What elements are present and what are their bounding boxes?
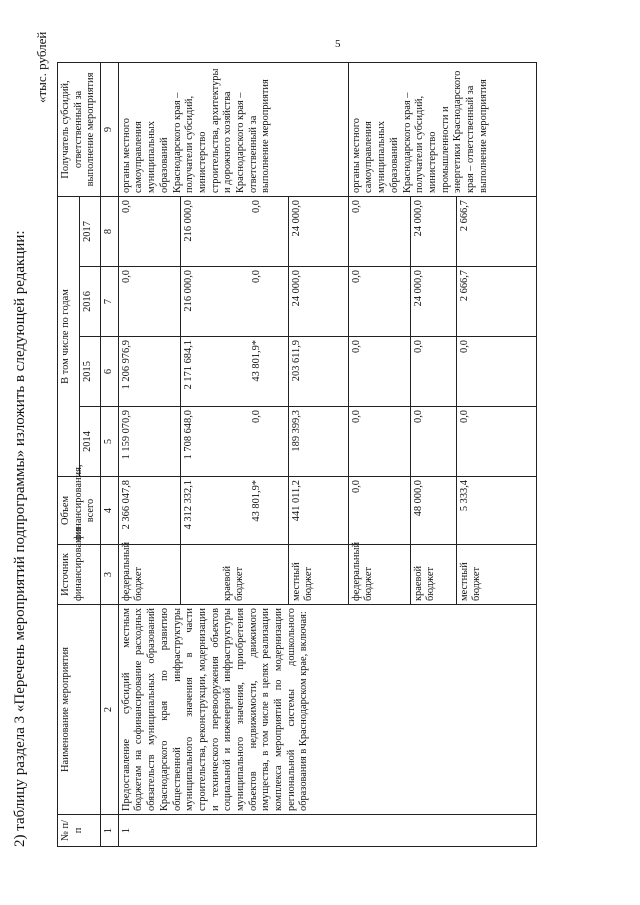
recipient-line: министерство строительства, архитектуры и дорожного хозяйства Краснодарского края – ответственный за выполнение мероприятия xyxy=(196,68,272,193)
colnum: 7 xyxy=(101,267,119,337)
value-addendum: 43 801,9* xyxy=(251,340,263,382)
y2015-cell: 0,0 xyxy=(410,337,456,407)
y2017-cell: 0,0 xyxy=(118,197,180,267)
colnum: 8 xyxy=(101,197,119,267)
recipient-line: министерство промышленности и энергетики Краснодарского края – ответственный за выполнение мероприятия xyxy=(426,70,489,193)
y2015-cell xyxy=(180,337,288,407)
y2014-cell: 189 399,3 xyxy=(288,407,348,477)
total-cell: 48 000,0 xyxy=(410,477,456,545)
intro-text: 2) таблицу раздела 3 «Перечень мероприятий подпрограммы» изложить в следующей редакции: xyxy=(12,230,28,847)
measures-table xyxy=(57,62,537,847)
y2015-cell: 1 206 976,9 xyxy=(118,337,180,407)
total-cell: 5 333,4 xyxy=(456,477,536,545)
measure-name: Предоставление субсидий местным бюджетам на софинансирование расходных обязательств муниципальных образований Краснодарского края по развитию общественной инфраструктуры муниципального значения в части строительства, реконструкции, модернизации и технического перевооружения объектов социальной и инженерной инфраструктуры муниципального значения, приобретения объектов недвижимости, движимого имущества, в том числе в целях реализации комплекса мероприятий по модернизации региональной системы дошкольного образования в Краснодарском крае, включая: xyxy=(118,605,536,815)
colnum: 6 xyxy=(101,337,119,407)
header-row xyxy=(58,63,80,847)
value: 1 708 648,0 xyxy=(182,410,194,460)
source-cell: краевой бюджет xyxy=(410,545,456,605)
value-addendum: 0,0 xyxy=(251,270,263,283)
value: 2 171 684,1 xyxy=(182,340,194,390)
header-2016: 2016 xyxy=(79,267,101,337)
colnum: 9 xyxy=(101,63,119,197)
row-number: 1 xyxy=(118,815,536,847)
recipient-cell xyxy=(348,63,536,197)
total-cell: 2 366 047,8 xyxy=(118,477,180,545)
value-addendum: 0,0 xyxy=(251,200,263,213)
colnum: 3 xyxy=(101,545,119,605)
y2014-cell xyxy=(180,407,288,477)
total-cell: 441 011,2 xyxy=(288,477,348,545)
source-cell: местный бюджет xyxy=(288,545,348,605)
table-row xyxy=(118,63,180,847)
header-2015: 2015 xyxy=(79,337,101,407)
y2014-cell: 0,0 xyxy=(456,407,536,477)
value-addendum: 43 801,9* xyxy=(251,480,263,522)
y2015-cell: 0,0 xyxy=(456,337,536,407)
y2017-cell: 2 666,7 xyxy=(456,197,536,267)
header-volume: Объем финансирования, всего xyxy=(58,477,101,545)
y2015-cell: 0,0 xyxy=(348,337,410,407)
header-source: Источник финансирования xyxy=(58,545,101,605)
header-recipient: Получатель субсидий, ответственный за выполнение мероприятия xyxy=(58,63,101,197)
source-cell: федеральный бюджет xyxy=(348,545,410,605)
source-cell: федеральный бюджет xyxy=(118,545,180,605)
value: 216 000,0 xyxy=(182,270,194,312)
colnum: 2 xyxy=(101,605,119,815)
y2016-cell: 2 666,7 xyxy=(456,267,536,337)
header-name: Наименование мероприятия xyxy=(58,605,101,815)
colnum: 4 xyxy=(101,477,119,545)
value: 216 000,0 xyxy=(182,200,194,242)
total-cell xyxy=(180,477,288,545)
recipient-line: органы местного самоуправления муниципальных образований Краснодарского края – получатели субсидий, xyxy=(120,92,196,193)
y2014-cell: 1 159 070,9 xyxy=(118,407,180,477)
header-no: № п/п xyxy=(58,815,101,847)
y2016-cell: 24 000,0 xyxy=(410,267,456,337)
source-cell: краевой бюджет xyxy=(180,545,288,605)
y2017-cell: 24 000,0 xyxy=(410,197,456,267)
colnum: 1 xyxy=(101,815,119,847)
column-number-row xyxy=(101,63,119,847)
y2017-cell xyxy=(180,197,288,267)
y2017-cell: 24 000,0 xyxy=(288,197,348,267)
header-by-years: В том числе по годам xyxy=(58,197,80,477)
y2014-cell: 0,0 xyxy=(348,407,410,477)
y2016-cell: 24 000,0 xyxy=(288,267,348,337)
page-number: 5 xyxy=(335,38,341,50)
colnum: 5 xyxy=(101,407,119,477)
recipient-cell xyxy=(118,63,348,197)
units-label: «тыс. рублей xyxy=(34,31,49,103)
value: 4 312 332,1 xyxy=(182,480,194,530)
y2017-cell: 0,0 xyxy=(348,197,410,267)
y2016-cell: 0,0 xyxy=(348,267,410,337)
header-2014: 2014 xyxy=(79,407,101,477)
y2016-cell xyxy=(180,267,288,337)
header-2017: 2017 xyxy=(79,197,101,267)
source-cell: местный бюджет xyxy=(456,545,536,605)
total-cell: 0,0 xyxy=(348,477,410,545)
recipient-line: органы местного самоуправления муниципальных образований Краснодарского края – получатели субсидий, xyxy=(350,92,426,193)
y2016-cell: 0,0 xyxy=(118,267,180,337)
value-addendum: 0,0 xyxy=(251,410,263,423)
y2015-cell: 203 611,9 xyxy=(288,337,348,407)
y2014-cell: 0,0 xyxy=(410,407,456,477)
